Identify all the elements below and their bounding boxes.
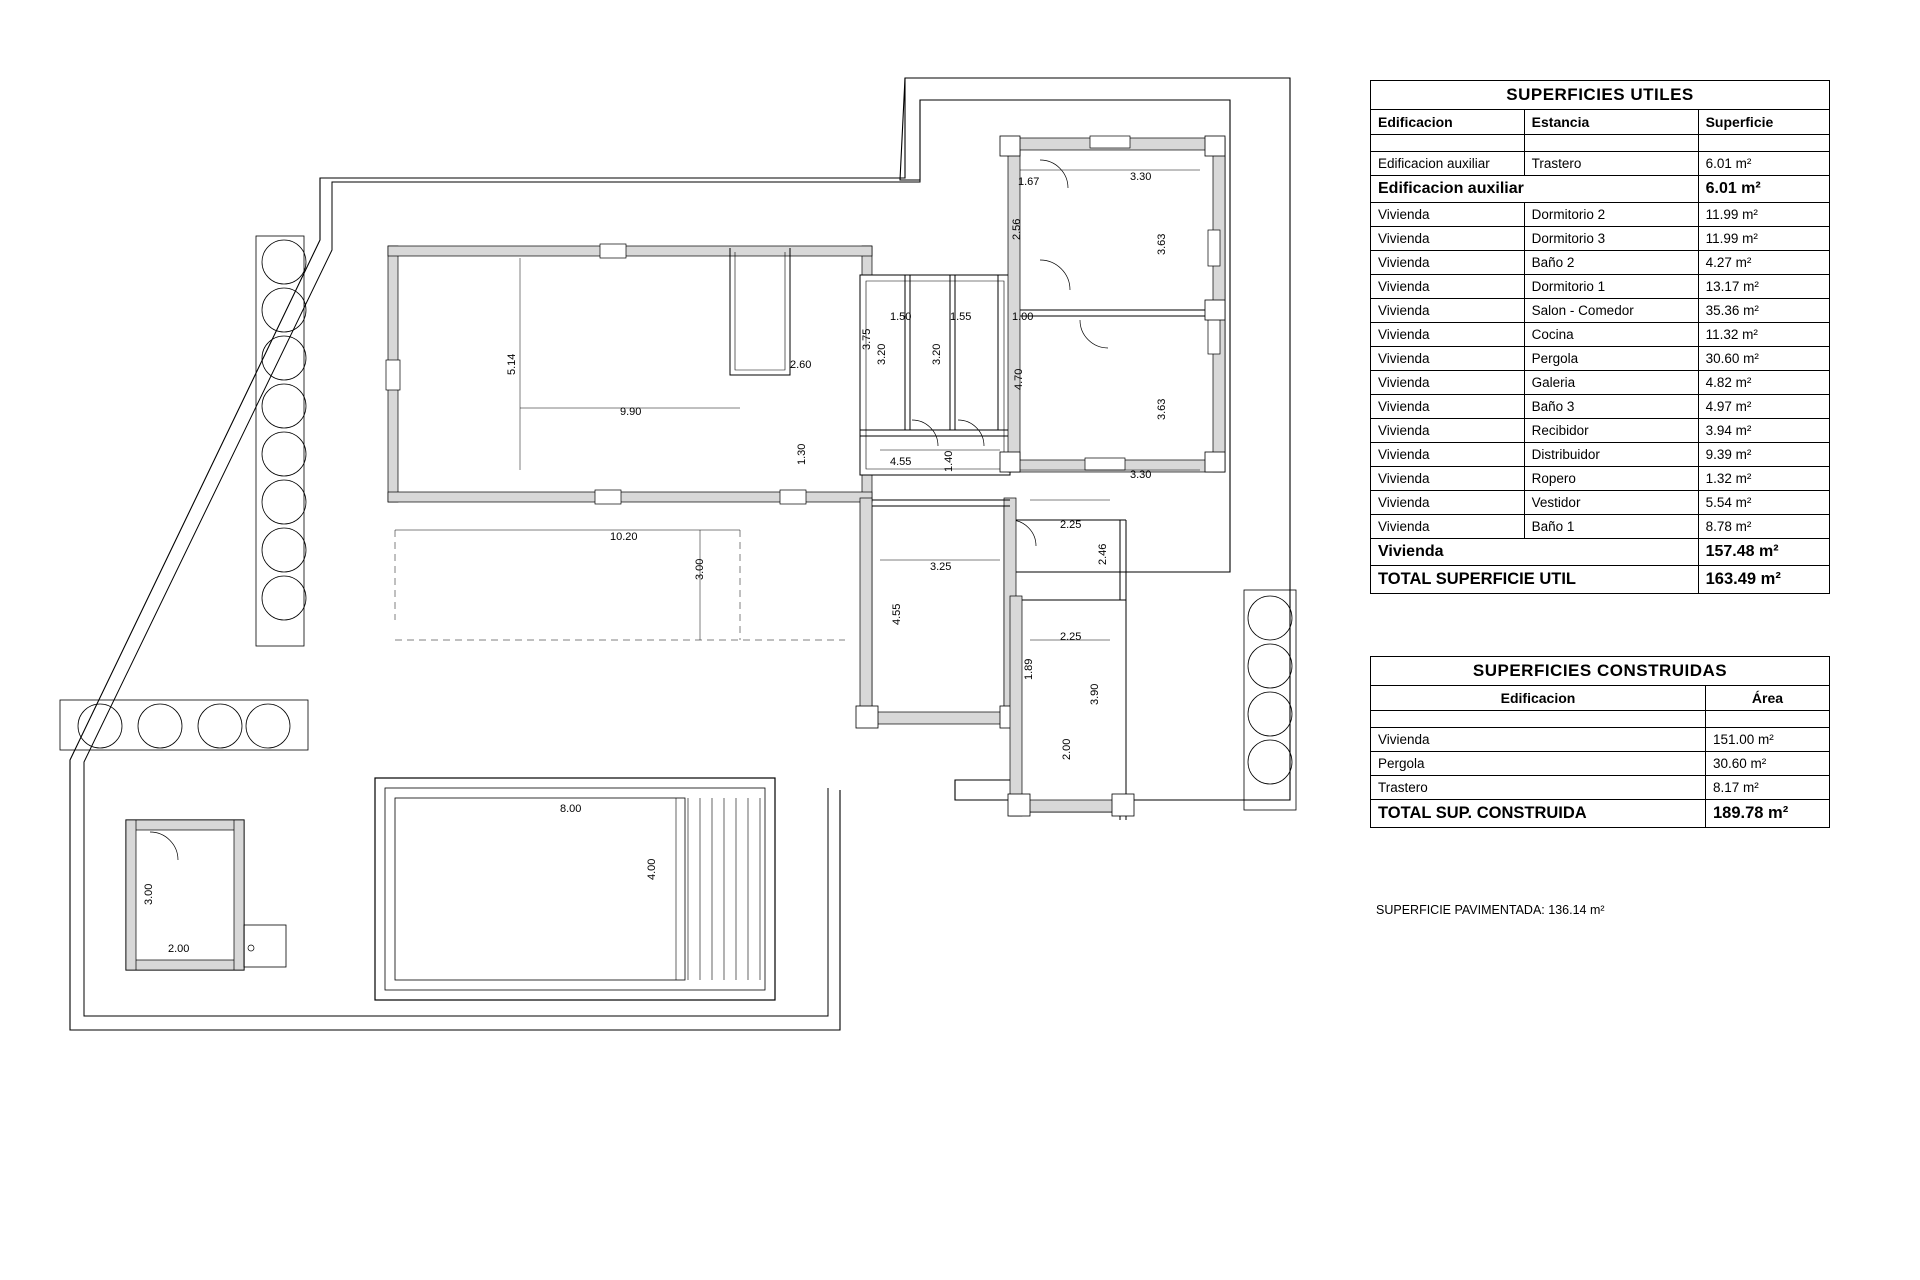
table-superficies-utiles: [1370, 80, 1830, 594]
dim-21: 3.00: [694, 558, 706, 580]
dim-20: 10.20: [610, 531, 638, 543]
dim-19: 1.40: [943, 450, 955, 472]
dim-14: 4.70: [1013, 368, 1025, 390]
total-label: TOTAL SUPERFICIE UTIL: [1371, 566, 1699, 594]
cell-estancia: Baño 3: [1524, 395, 1698, 419]
dim-13: 3.20: [931, 343, 943, 365]
cell-estancia: Salon - Comedor: [1524, 299, 1698, 323]
spacer-row: [1371, 135, 1830, 152]
dim-23: 2.46: [1097, 543, 1109, 565]
tables-gap: [1370, 594, 1840, 656]
dim-27: 1.89: [1023, 658, 1035, 680]
dim-17: 1.30: [796, 443, 808, 465]
table-row: [1371, 347, 1830, 371]
cell-estancia: Pergola: [1524, 347, 1698, 371]
dim-15: 3.63: [1156, 398, 1168, 420]
cell-superficie: 6.01 m²: [1698, 152, 1829, 176]
cell-area: 30.60 m²: [1706, 752, 1830, 776]
table-title-row: [1371, 81, 1830, 110]
dim-3: 2.56: [1011, 218, 1023, 240]
table-row: [1371, 275, 1830, 299]
dim-31: 4.00: [646, 858, 658, 880]
col-area: Área: [1706, 686, 1830, 711]
subtotal-row-vivienda: [1371, 539, 1830, 566]
table-row: [1371, 491, 1830, 515]
table-row: [1371, 203, 1830, 227]
cell-edificacion: Vivienda: [1371, 515, 1525, 539]
construidas-title-row: [1371, 657, 1830, 686]
table-row: [1371, 467, 1830, 491]
table-row: [1371, 227, 1830, 251]
subtotal-value: 157.48 m²: [1698, 539, 1829, 566]
cell-area: 151.00 m²: [1706, 728, 1830, 752]
dim-8: 2.60: [790, 359, 812, 371]
cell-superficie: 8.78 m²: [1698, 515, 1829, 539]
dim-32: 3.00: [143, 883, 155, 905]
cell-edificacion: Edificacion auxiliar: [1371, 152, 1525, 176]
cell-edificacion: Vivienda: [1371, 395, 1525, 419]
dim-9: 1.50: [890, 311, 912, 323]
cell-estancia: Baño 2: [1524, 251, 1698, 275]
dim-33: 2.00: [168, 943, 190, 955]
cell-edificacion: Pergola: [1371, 752, 1706, 776]
dim-12: 3.20: [876, 343, 888, 365]
dim-26: 2.25: [1060, 631, 1082, 643]
cell-estancia: Cocina: [1524, 323, 1698, 347]
dim-18: 4.55: [890, 456, 912, 468]
dim-11: 1.00: [1012, 311, 1034, 323]
table-row: [1371, 443, 1830, 467]
cell-superficie: 3.94 m²: [1698, 419, 1829, 443]
cell-estancia: Ropero: [1524, 467, 1698, 491]
cell-estancia: Recibidor: [1524, 419, 1698, 443]
cell-edificacion: Vivienda: [1371, 728, 1706, 752]
col-superficie: Superficie: [1698, 110, 1829, 135]
cell-edificacion: Vivienda: [1371, 227, 1525, 251]
cell-edificacion: Vivienda: [1371, 323, 1525, 347]
table-row: [1371, 419, 1830, 443]
cell-area: 8.17 m²: [1706, 776, 1830, 800]
dim-25: 4.55: [891, 603, 903, 625]
table-row: [1371, 371, 1830, 395]
table-row: [1371, 515, 1830, 539]
cell-superficie: 4.97 m²: [1698, 395, 1829, 419]
subtotal-label: Vivienda: [1371, 539, 1699, 566]
table-superficies-construidas: [1370, 656, 1830, 828]
cell-superficie: 5.54 m²: [1698, 491, 1829, 515]
cell-edificacion: Vivienda: [1371, 275, 1525, 299]
cell-estancia: Dormitorio 3: [1524, 227, 1698, 251]
dim-1: 1.67: [1018, 176, 1040, 188]
cell-edificacion: Vivienda: [1371, 203, 1525, 227]
col-edificacion: Edificacion: [1371, 686, 1706, 711]
utiles-header-row: [1371, 110, 1830, 135]
table-row: [1371, 251, 1830, 275]
cell-edificacion: Vivienda: [1371, 419, 1525, 443]
cell-estancia: Baño 1: [1524, 515, 1698, 539]
cell-estancia: Trastero: [1524, 152, 1698, 176]
subtotal-label: Edificacion auxiliar: [1371, 176, 1699, 203]
cell-edificacion: Vivienda: [1371, 347, 1525, 371]
table-row: [1371, 728, 1830, 752]
cell-edificacion: Vivienda: [1371, 467, 1525, 491]
col-estancia: Estancia: [1524, 110, 1698, 135]
dim-29: 2.00: [1061, 738, 1073, 760]
construidas-header-row: [1371, 686, 1830, 711]
table-row: [1371, 776, 1830, 800]
dim-16: 3.30: [1130, 469, 1152, 481]
subtotal-value: 6.01 m²: [1698, 176, 1829, 203]
dim-28: 3.90: [1089, 683, 1101, 705]
cell-superficie: 1.32 m²: [1698, 467, 1829, 491]
cell-estancia: Distribuidor: [1524, 443, 1698, 467]
cell-estancia: Vestidor: [1524, 491, 1698, 515]
cell-estancia: Dormitorio 1: [1524, 275, 1698, 299]
dim-22: 2.25: [1060, 519, 1082, 531]
dim-5: 3.75: [861, 328, 873, 350]
col-edificacion: Edificacion: [1371, 110, 1525, 135]
table-row: [1371, 323, 1830, 347]
table-row: [1371, 152, 1830, 176]
cell-superficie: 9.39 m²: [1698, 443, 1829, 467]
table-row: [1371, 752, 1830, 776]
cell-edificacion: Vivienda: [1371, 299, 1525, 323]
total-label: TOTAL SUP. CONSTRUIDA: [1371, 800, 1706, 828]
cell-superficie: 4.27 m²: [1698, 251, 1829, 275]
construidas-title: SUPERFICIES CONSTRUIDAS: [1371, 657, 1830, 686]
dim-6: 5.14: [506, 353, 518, 375]
dim-4: 3.63: [1156, 233, 1168, 255]
cell-superficie: 11.99 m²: [1698, 203, 1829, 227]
cell-superficie: 11.32 m²: [1698, 323, 1829, 347]
cell-superficie: 11.99 m²: [1698, 227, 1829, 251]
cell-superficie: 35.36 m²: [1698, 299, 1829, 323]
dim-30: 8.00: [560, 803, 582, 815]
cell-edificacion: Vivienda: [1371, 443, 1525, 467]
dim-2: 3.30: [1130, 171, 1152, 183]
surface-tables: [1370, 80, 1840, 917]
cell-edificacion: Trastero: [1371, 776, 1706, 800]
cell-estancia: Galeria: [1524, 371, 1698, 395]
total-value: 189.78 m²: [1706, 800, 1830, 828]
utiles-title: SUPERFICIES UTILES: [1371, 81, 1830, 110]
subtotal-row-auxiliar: [1371, 176, 1830, 203]
cell-superficie: 30.60 m²: [1698, 347, 1829, 371]
table-row: [1371, 299, 1830, 323]
dim-24: 3.25: [930, 561, 952, 573]
cell-edificacion: Vivienda: [1371, 251, 1525, 275]
cell-edificacion: Vivienda: [1371, 371, 1525, 395]
total-value: 163.49 m²: [1698, 566, 1829, 594]
cell-estancia: Dormitorio 2: [1524, 203, 1698, 227]
dim-7: 9.90: [620, 406, 642, 418]
dim-10: 1.55: [950, 311, 972, 323]
cell-superficie: 13.17 m²: [1698, 275, 1829, 299]
spacer-row: [1371, 711, 1830, 728]
total-row-construidas: [1371, 800, 1830, 828]
cell-edificacion: Vivienda: [1371, 491, 1525, 515]
cell-superficie: 4.82 m²: [1698, 371, 1829, 395]
table-row: [1371, 395, 1830, 419]
superficie-pavimentada-note: SUPERFICIE PAVIMENTADA: 136.14 m²: [1376, 903, 1605, 917]
total-row-utiles: [1371, 566, 1830, 594]
